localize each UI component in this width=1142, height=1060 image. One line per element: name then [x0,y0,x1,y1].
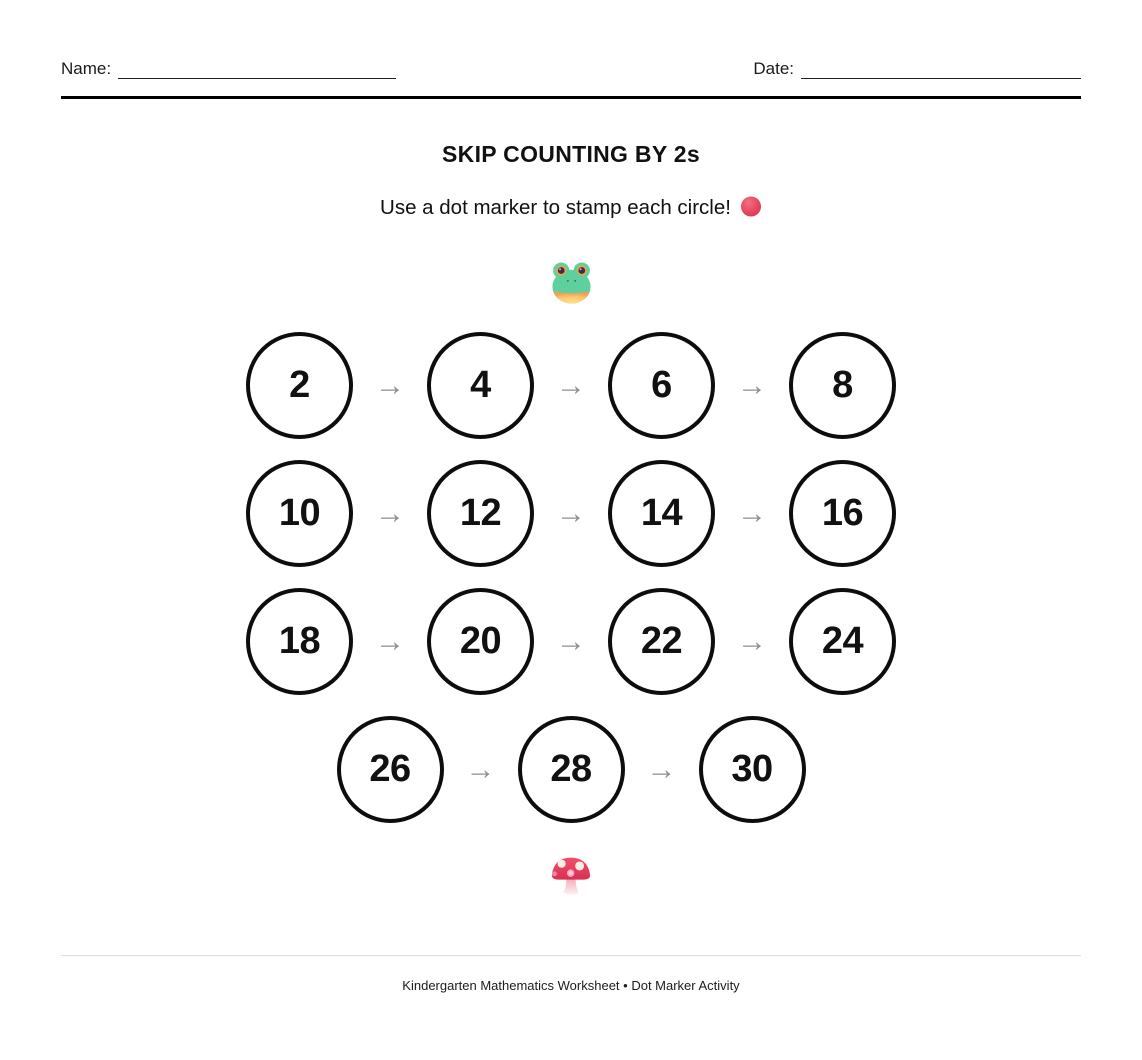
arrow-right-icon: → [737,368,767,402]
arrow-right-icon: → [375,496,405,530]
circle-row [0,460,1142,567]
frog-icon [548,260,595,306]
arrow-right-icon: → [375,368,405,402]
number-circle-12[interactable] [427,460,534,567]
date-label: Date: [753,59,794,78]
number-circle-14[interactable] [608,460,715,567]
circle-number: 8 [832,364,853,407]
circle-row [0,716,1142,823]
name-label: Name: [61,59,112,78]
circle-number: 14 [640,492,683,535]
circle-number: 12 [459,492,502,535]
circle-number: 16 [821,492,864,535]
arrow-right-icon: → [465,752,496,786]
instruction-line [0,195,1142,220]
arrow-right-icon: → [375,624,405,658]
name-fill-line[interactable] [118,63,396,79]
number-circle-24[interactable] [789,588,896,695]
circle-number: 4 [470,364,491,407]
circle-number: 18 [278,620,321,663]
number-circle-2[interactable] [246,332,353,439]
number-circle-26[interactable] [337,716,444,823]
circle-row [0,332,1142,439]
circle-grid [0,332,1142,823]
arrow-right-icon: → [646,752,677,786]
footer-divider [61,955,1081,956]
circle-number: 24 [821,620,864,663]
number-circle-16[interactable] [789,460,896,567]
circle-number: 6 [651,364,672,407]
instruction-text: Use a dot marker to stamp each circle! [380,196,731,220]
circle-number: 26 [369,748,411,791]
circle-number: 22 [640,620,683,663]
circle-number: 30 [731,748,773,791]
arrow-right-icon: → [556,496,586,530]
number-circle-10[interactable] [246,460,353,567]
circle-number: 28 [550,748,592,791]
number-circle-8[interactable] [789,332,896,439]
number-circle-6[interactable] [608,332,715,439]
number-circle-30[interactable] [699,716,806,823]
header-divider [61,96,1081,99]
header-row [0,0,1142,79]
number-circle-4[interactable] [427,332,534,439]
footer-text: Kindergarten Mathematics Worksheet • Dot Marker Activity [402,978,740,994]
circle-number: 20 [459,620,502,663]
red-dot-icon [740,195,762,217]
number-circle-20[interactable] [427,588,534,695]
number-circle-28[interactable] [518,716,625,823]
circle-row [0,588,1142,695]
worksheet-title: SKIP COUNTING BY 2s [442,141,700,168]
number-circle-22[interactable] [608,588,715,695]
date-field [753,59,1081,79]
circle-number: 2 [289,364,310,407]
arrow-right-icon: → [556,368,586,402]
name-field [61,59,396,79]
mushroom-icon [548,853,594,899]
arrow-right-icon: → [737,496,767,530]
number-circle-18[interactable] [246,588,353,695]
circle-number: 10 [278,492,321,535]
arrow-right-icon: → [737,624,767,658]
arrow-right-icon: → [556,624,586,658]
date-fill-line[interactable] [801,63,1081,79]
